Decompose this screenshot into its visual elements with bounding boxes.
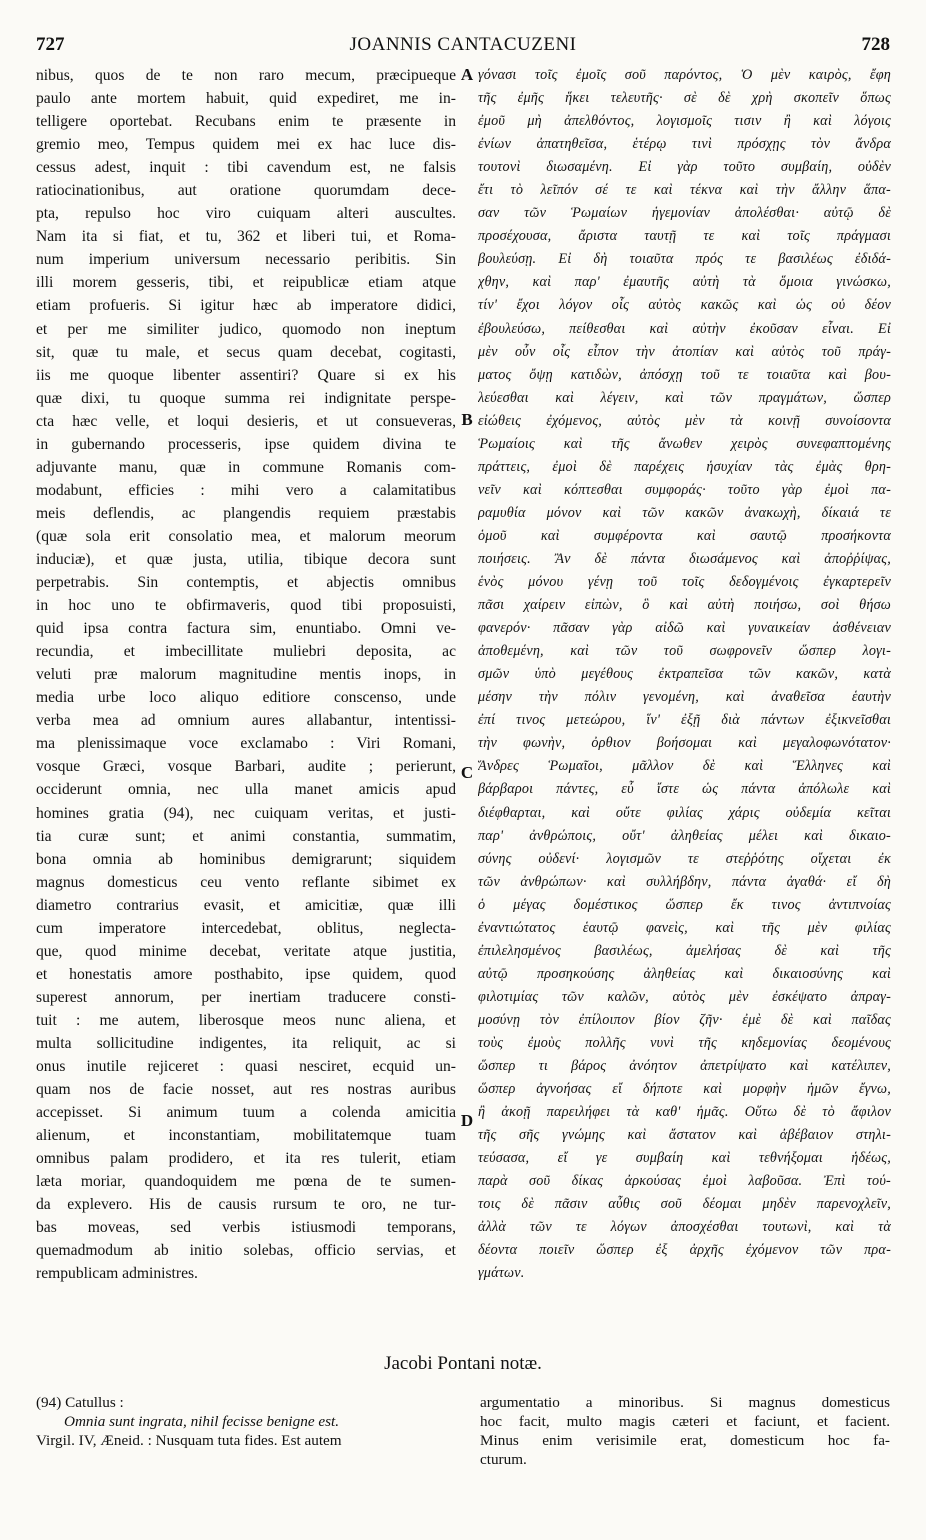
greek-text-line: διέφθαρται, καὶ οὔτε φιλίας χάρις οὐδεμία κεῖται: [478, 804, 891, 821]
greek-text-line: σαν τῶν Ῥωμαίων ἡγεμονίαν ἀπολέσθαι· αὐτῷ δὲ: [478, 205, 891, 222]
latin-text-line: et honestatis amore posthabito, ipse quidem, quod: [36, 965, 456, 983]
greek-text-line: τοὺς ἐμοὺς πολλῆς νυνὶ τῆς κηδεμονίας δεομένους: [478, 1034, 891, 1051]
greek-text-line: τῶν ἀνθρώπων· καὶ συλλήβδην, πάντα ἀγαθά· εἴ δὴ: [478, 873, 891, 890]
latin-text-line: quid ipsa contra factura sim, enuntiabo. Omni ve-: [36, 620, 456, 638]
latin-text-line: telligere oportebat. Recubans enim te præsente in: [36, 113, 456, 131]
greek-text-line: προσέχουσα, ἄριστα ταυτῇ τε καὶ τοῖς πράγμασι: [478, 228, 891, 245]
latin-text-line: omnibus palam prodidero, et ita res tulerit, etiam: [36, 1150, 456, 1168]
greek-text-line: σμῶν ὑπὸ μεγέθους ἐκτραπεῖσα τῶν κακῶν, κατὰ: [478, 666, 891, 683]
latin-text-line: veluti præ malorum magnitudine mentis inops, in: [36, 666, 456, 684]
greek-text-line: παρὰ σοῦ δίκας ἀρκούσας ἐμοὶ λαβοῦσα. Ἐπὶ τού-: [478, 1173, 891, 1190]
greek-text-line: παρ' ἀνθρώποις, οὔτ' ἀληθείας μέλει καὶ δικαιο-: [478, 827, 891, 844]
greek-text-line: μέσην τὴν πόλιν γενομένη, καὶ ἀναθεῖσα ἑαυτὴν: [478, 689, 891, 706]
latin-text-line: diametro contrarius evasit, et amicitiæ, quæ illi: [36, 896, 456, 914]
latin-text-line: perpetrabis. Sin contemptis, et abjectis omnibus: [36, 574, 456, 592]
latin-text-line: modabunt, efficies : mihi vero a calamitatibus: [36, 481, 456, 499]
latin-text-line: vosque Græci, vosque Barbari, audite ; perierunt,: [36, 758, 456, 776]
latin-text-line: da explevero. His de causis rursum te oro, ne tur-: [36, 1196, 456, 1214]
greek-text-line: τῆς ἐμῆς ἥκει τελευτῆς· σὲ δὲ χρὴ σκοπεῖν ὅπως: [478, 90, 891, 107]
greek-text-line: μοσύνῃ τὸν ἐπίλοιπον βίον ζῆν· ἐμὲ δὲ καὶ παῖδας: [478, 1011, 891, 1028]
greek-text-line: σύνης οὐδενί· λογισμῶν τε στεῤῥότης οἴχεται ἐκ: [478, 850, 891, 867]
greek-text-line: πράττεις, ἐμοὶ δὲ παρέχεις ἡσυχίαν τὰς ἐμὰς θρη-: [478, 458, 891, 475]
greek-text-line: ἐνίων ἀπατηθεῖσα, ἑτέρῳ τινὶ πρόσχῃς τὸν ἄνδρα: [478, 136, 891, 153]
greek-text-line: βουλεύσῃ. Εἰ δὴ τοιαῦτα πρός τε βασιλέως ἐδιδά-: [478, 251, 891, 268]
greek-text-line: ὥσπερ ἀγνοήσας εἴ δήποτε καὶ μορφὴν ἡμῶν ἔγνω,: [478, 1081, 891, 1098]
latin-text-line: paulo ante mortem habuit, quid expediret, me in-: [36, 90, 456, 108]
latin-text-line: et per me similiter judico, quomodo non ineptum: [36, 320, 456, 338]
greek-text-line: ἀποθεμένη, καὶ τῶν τοῦ σωφρονεῖν ὥσπερ λογι-: [478, 643, 891, 660]
greek-text-line: τοις δὲ πᾶσιν αὖθις σοῦ δέομαι μηδὲν παρενοχλεῖν,: [478, 1196, 891, 1213]
margin-marker-c: C: [460, 763, 474, 782]
notes-right-column: [480, 1393, 890, 1469]
latin-text-line: homines gratia (94), nec cuiquam veritas, et justi-: [36, 804, 456, 822]
latin-text-line: occiderunt omnia, nec ulla manet amicis apud: [36, 781, 456, 799]
margin-marker-b: B: [461, 410, 473, 429]
greek-text-line: ἐβουλεύσω, πείθεσθαι καὶ αὐτὴν ἐκοῦσαν εἶναι. Εἰ: [478, 320, 891, 337]
greek-text-line: ποιήσεις. Ἂν δὲ πάντα διωσάμενος καὶ ἀποῤῥίψας,: [478, 550, 891, 567]
latin-text-line: meis deflendis, ac plangendis requiem præstabis: [36, 504, 456, 522]
latin-text-line: alienum, et inconstantiam, mobilitatemque tuam: [36, 1127, 456, 1145]
greek-text-line: τεύσασα, εἴ γε συμβαίη καὶ τεθνήξομαι ἡδέως,: [478, 1150, 891, 1167]
greek-text-line: τουτονὶ διωσαμένη. Εἰ γὰρ τοῦτο συμβαίη, οὐδὲν: [478, 159, 891, 176]
greek-text-line: ἀλλὰ τῶν τε λόγων ἀποσχέσθαι τουτωνὶ, καὶ τὰ: [478, 1219, 891, 1236]
greek-text-line: χθην, καὶ παρ' ἐμαυτῆς αὐτὴ τὰ ὅμοια γινώσκω,: [478, 274, 891, 291]
latin-text-line: superest annorum, per inertiam traducere consti-: [36, 988, 456, 1006]
greek-text-line: ὥσπερ τι βάρος ἀνόητον ἀπετρίψατο καὶ κατέλιπεν,: [478, 1058, 891, 1075]
greek-text-line: ἐπί τινος μετεώρου, ἵν' ἐξῇ διὰ πάντων ἐξικνεῖσθαι: [478, 712, 891, 729]
greek-text-line: ματος ὄψῃ κατιδὼν, ἀπόσχῃ τοῦ τε τοιαῦτα καὶ βου-: [478, 366, 891, 383]
greek-text-line: βάρβαροι πάντες, εὖ ἴστε ὡς πάντα ἀπόλωλε καὶ: [478, 781, 891, 798]
greek-text-line: ραμυθία μόνον καὶ τῶν κακῶν ἀνακωχὴ, δίκαιά τε: [478, 504, 891, 521]
latin-text-line: gremio meo, Tempus quidem mei ex hac luce dis-: [36, 136, 456, 154]
greek-text-line: ὁ μέγας δομέστικος ὥσπερ ἔκ τινος ἀντιπνοίας: [478, 896, 891, 913]
greek-text-line: ἐπιλελησμένος βασιλέως, ἀμελήσας δὲ καὶ τῆς: [478, 942, 891, 959]
greek-text-line: ἑνὸς μόνου γένῃ τοῦ τοῖς δεδογμένοις ἐγκαρτερεῖν: [478, 574, 891, 591]
latin-text-line: in gubernando processeris, ipse quidem divina te: [36, 435, 456, 453]
latin-text-line: adjuvante manu, quæ in commune Romanis com-: [36, 458, 456, 476]
note-line: argumentatio a minoribus. Si magnus domesticus: [480, 1394, 890, 1411]
latin-text-line: media urbe loco aliquo editiore conscenso, unde: [36, 689, 456, 707]
note-line: (94) Catullus :: [36, 1394, 124, 1411]
greek-text-line: λεύεσθαι καὶ λέγειν, καὶ τῶν πραγμάτων, ὥσπερ: [478, 389, 891, 406]
latin-text-line: induciæ), et quæ justa, utilia, tibique decora sunt: [36, 550, 456, 568]
latin-text-line: rempublicam administres.: [36, 1265, 198, 1283]
latin-text-line: sit, quæ tu male, et secus quam decebat, cogitasti,: [36, 343, 456, 361]
greek-text-line: ἐμοῦ μὴ ἀπελθόντος, λογισμοῖς τισιν ἢ καὶ λόγοις: [478, 113, 891, 130]
greek-text-line: φιλοτιμίας τῶν καλῶν, αὐτὸς μὲν ἐσκέψατο ἀπραγ-: [478, 988, 891, 1005]
latin-text-line: cum imperatore intercedebat, oblitus, neglecta-: [36, 919, 456, 937]
latin-text-line: iis me quoque libenter assentiri? Quare si ex his: [36, 366, 456, 384]
notes-title: Jacobi Pontani notæ.: [384, 1353, 542, 1374]
note-line: Omnia sunt ingrata, nihil fecisse benigne est.: [64, 1413, 340, 1430]
running-header: [36, 34, 890, 56]
latin-text-line: cta hæc velle, et loqui desieris, et ut consueveras,: [36, 412, 456, 430]
greek-text-line: γμάτων.: [478, 1265, 525, 1282]
latin-text-line: ma plenissimaque voce exclamabo : Viri Romani,: [36, 735, 456, 753]
running-title: JOANNIS CANTACUZENI: [349, 34, 577, 55]
greek-text-line: ἐναντιώτατος ἑαυτῷ φανεὶς, καὶ τῆς μὲν φιλίας: [478, 919, 891, 936]
latin-text-line: tia curæ sunt; et animi constantia, summatim,: [36, 827, 456, 845]
latin-text-line: bas moveas, sed verbis istiusmodi temporans,: [36, 1219, 456, 1237]
greek-text-line: μὲν οὖν οἷς εἶπον τὴν ἀτοπίαν καὶ αὐτὸς τοῦ πράγ-: [478, 343, 891, 360]
margin-marker-d: D: [460, 1111, 474, 1130]
greek-text-line: ἢ ἀκοῇ παρειλήφει τὰ καθ' ἡμᾶς. Οὕτω δὲ τὸ ἄφιλον: [478, 1104, 891, 1121]
greek-text-line: πᾶσι χαίρειν εἰπὼν, ὃ καὶ αὐτὴ ποιήσω, σοὶ θήσω: [478, 597, 891, 614]
greek-text-line: γόνασι τοῖς ἐμοῖς σοῦ παρόντος, Ὁ μὲν καιρὸς, ἔφη: [478, 67, 891, 83]
latin-text-line: cessus adest, inquit : tibi cavendum est, ne falsis: [36, 159, 456, 177]
page-number-left: 727: [36, 34, 65, 55]
greek-text-line: εἰώθεις ἐχόμενος, αὐτὸς μὲν τὰ κοινῇ συνοίσοντα: [478, 412, 891, 429]
latin-text-line: tuit : me autem, liberosque meos nunc aliena, et: [36, 1011, 456, 1029]
latin-text-line: quæ dixi, tu quoque summa rei indignitate perspe-: [36, 389, 456, 407]
note-line: Minus enim verisimile erat, domesticum hoc fa-: [480, 1432, 890, 1449]
latin-text-line: accepisset. Si animum tuum a colenda amicitia: [36, 1104, 456, 1122]
greek-text-line: αὐτῷ προσηκούσης ἀληθείας καὶ δικαιοσύνης καὶ: [478, 965, 891, 982]
latin-text-line: Nam ita si fiat, et tu, 362 et liberi tui, et Roma-: [36, 228, 456, 246]
page-number-right: 728: [861, 34, 890, 55]
greek-text-line: τὴν φωνὴν, ὀρθιον βοήσομαι καὶ μεγαλοφωνότατον·: [478, 735, 891, 752]
greek-text-line: νεῖν καὶ κόπτεσθαι συμφοράς· τοῦτο γὰρ ἐμοὶ πα-: [478, 481, 891, 498]
latin-text-line: recundia, et imbecillitate muliebri deposita, ac: [36, 643, 456, 661]
latin-text-line: nibus, quos de te non raro mecum, præcipueque: [36, 67, 456, 84]
latin-text-line: quam nos de facie nosset, aut res nostras auribus: [36, 1081, 456, 1099]
margin-marker-a: A: [460, 65, 474, 84]
latin-text-line: que, quod minime decebat, veritate atque justitia,: [36, 942, 456, 960]
note-line: cturum.: [480, 1451, 527, 1468]
latin-text-line: num imperium universum necessario peribitis. Sin: [36, 251, 456, 269]
greek-text-line: Ἄνδρες Ῥωμαῖοι, μᾶλλον δὲ καὶ Ἕλληνες καὶ: [478, 758, 891, 775]
note-line: hoc facit, multo magis cæteri et faciunt, et facient.: [480, 1413, 890, 1430]
latin-text-line: bona omnia ab hominibus demigrarunt; siquidem: [36, 850, 456, 868]
greek-column: [478, 64, 891, 1285]
latin-text-line: etiam profueris. Si igitur hæc ab imperatore didici,: [36, 297, 456, 315]
latin-text-line: quemadmodum ab initio solebas, officio servias, et: [36, 1242, 456, 1260]
greek-text-line: ὁμοῦ καὶ συμφέροντα καὶ σαυτῷ προσήκοντα: [478, 527, 891, 544]
greek-text-line: Ῥωμαίοις καὶ τῆς ἄνωθεν χειρὸς συνεφαπτομένης: [478, 435, 891, 452]
latin-text-line: onus inutile rejiceret : quasi nesciret, ecquid un-: [36, 1058, 456, 1076]
note-line: Virgil. IV, Æneid. : Nusquam tuta fides. Est autem: [36, 1432, 342, 1449]
latin-text-line: læta moriar, quandoquidem me pœna de te sumen-: [36, 1173, 456, 1191]
latin-text-line: magnus domesticus ceu vento reflante sibimet ex: [36, 873, 456, 891]
notes-left-column: [36, 1393, 456, 1450]
latin-text-line: verba mea ad omnium aures allabantur, intentissi-: [36, 712, 456, 730]
latin-text-line: pta, repulso hoc viro cuiquam alteri auscultes.: [36, 205, 456, 223]
greek-text-line: τῆς σῆς γνώμης καὶ ἄστατον καὶ ἀβέβαιον στηλι-: [478, 1127, 891, 1144]
latin-text-line: multa sollicitudine indigentes, ita reliquit, ac si: [36, 1034, 456, 1052]
latin-text-line: illi morem gesseris, tibi, et reipublicæ etiam atque: [36, 274, 456, 292]
greek-text-line: δέοντα ποιεῖν ὥσπερ ἐξ ἀρχῆς ἐχόμενον τῶν πρα-: [478, 1242, 891, 1259]
greek-text-line: φανερόν· πᾶσαν γὰρ αἰδῶ καὶ γυναικείαν ἀσθένειαν: [478, 620, 891, 637]
latin-text-line: ratiocinationibus, aut oratione quorumdam dece-: [36, 182, 456, 200]
latin-column: [36, 64, 456, 1285]
greek-text-line: ἔτι τὸ λεῖπόν σέ τε καὶ τέκνα καὶ τὴν ἄλλην ἅπα-: [478, 182, 891, 199]
latin-text-line: (quæ sola erit consolatio mea, et malorum meorum: [36, 527, 456, 545]
greek-text-line: τίν' ἔχοι λόγον οἷς αὐτὸς κακῶς καὶ ὡς οὐ δέον: [478, 297, 891, 314]
latin-text-line: in hoc uno te obfirmaveris, quod tibi proposuisti,: [36, 597, 456, 615]
